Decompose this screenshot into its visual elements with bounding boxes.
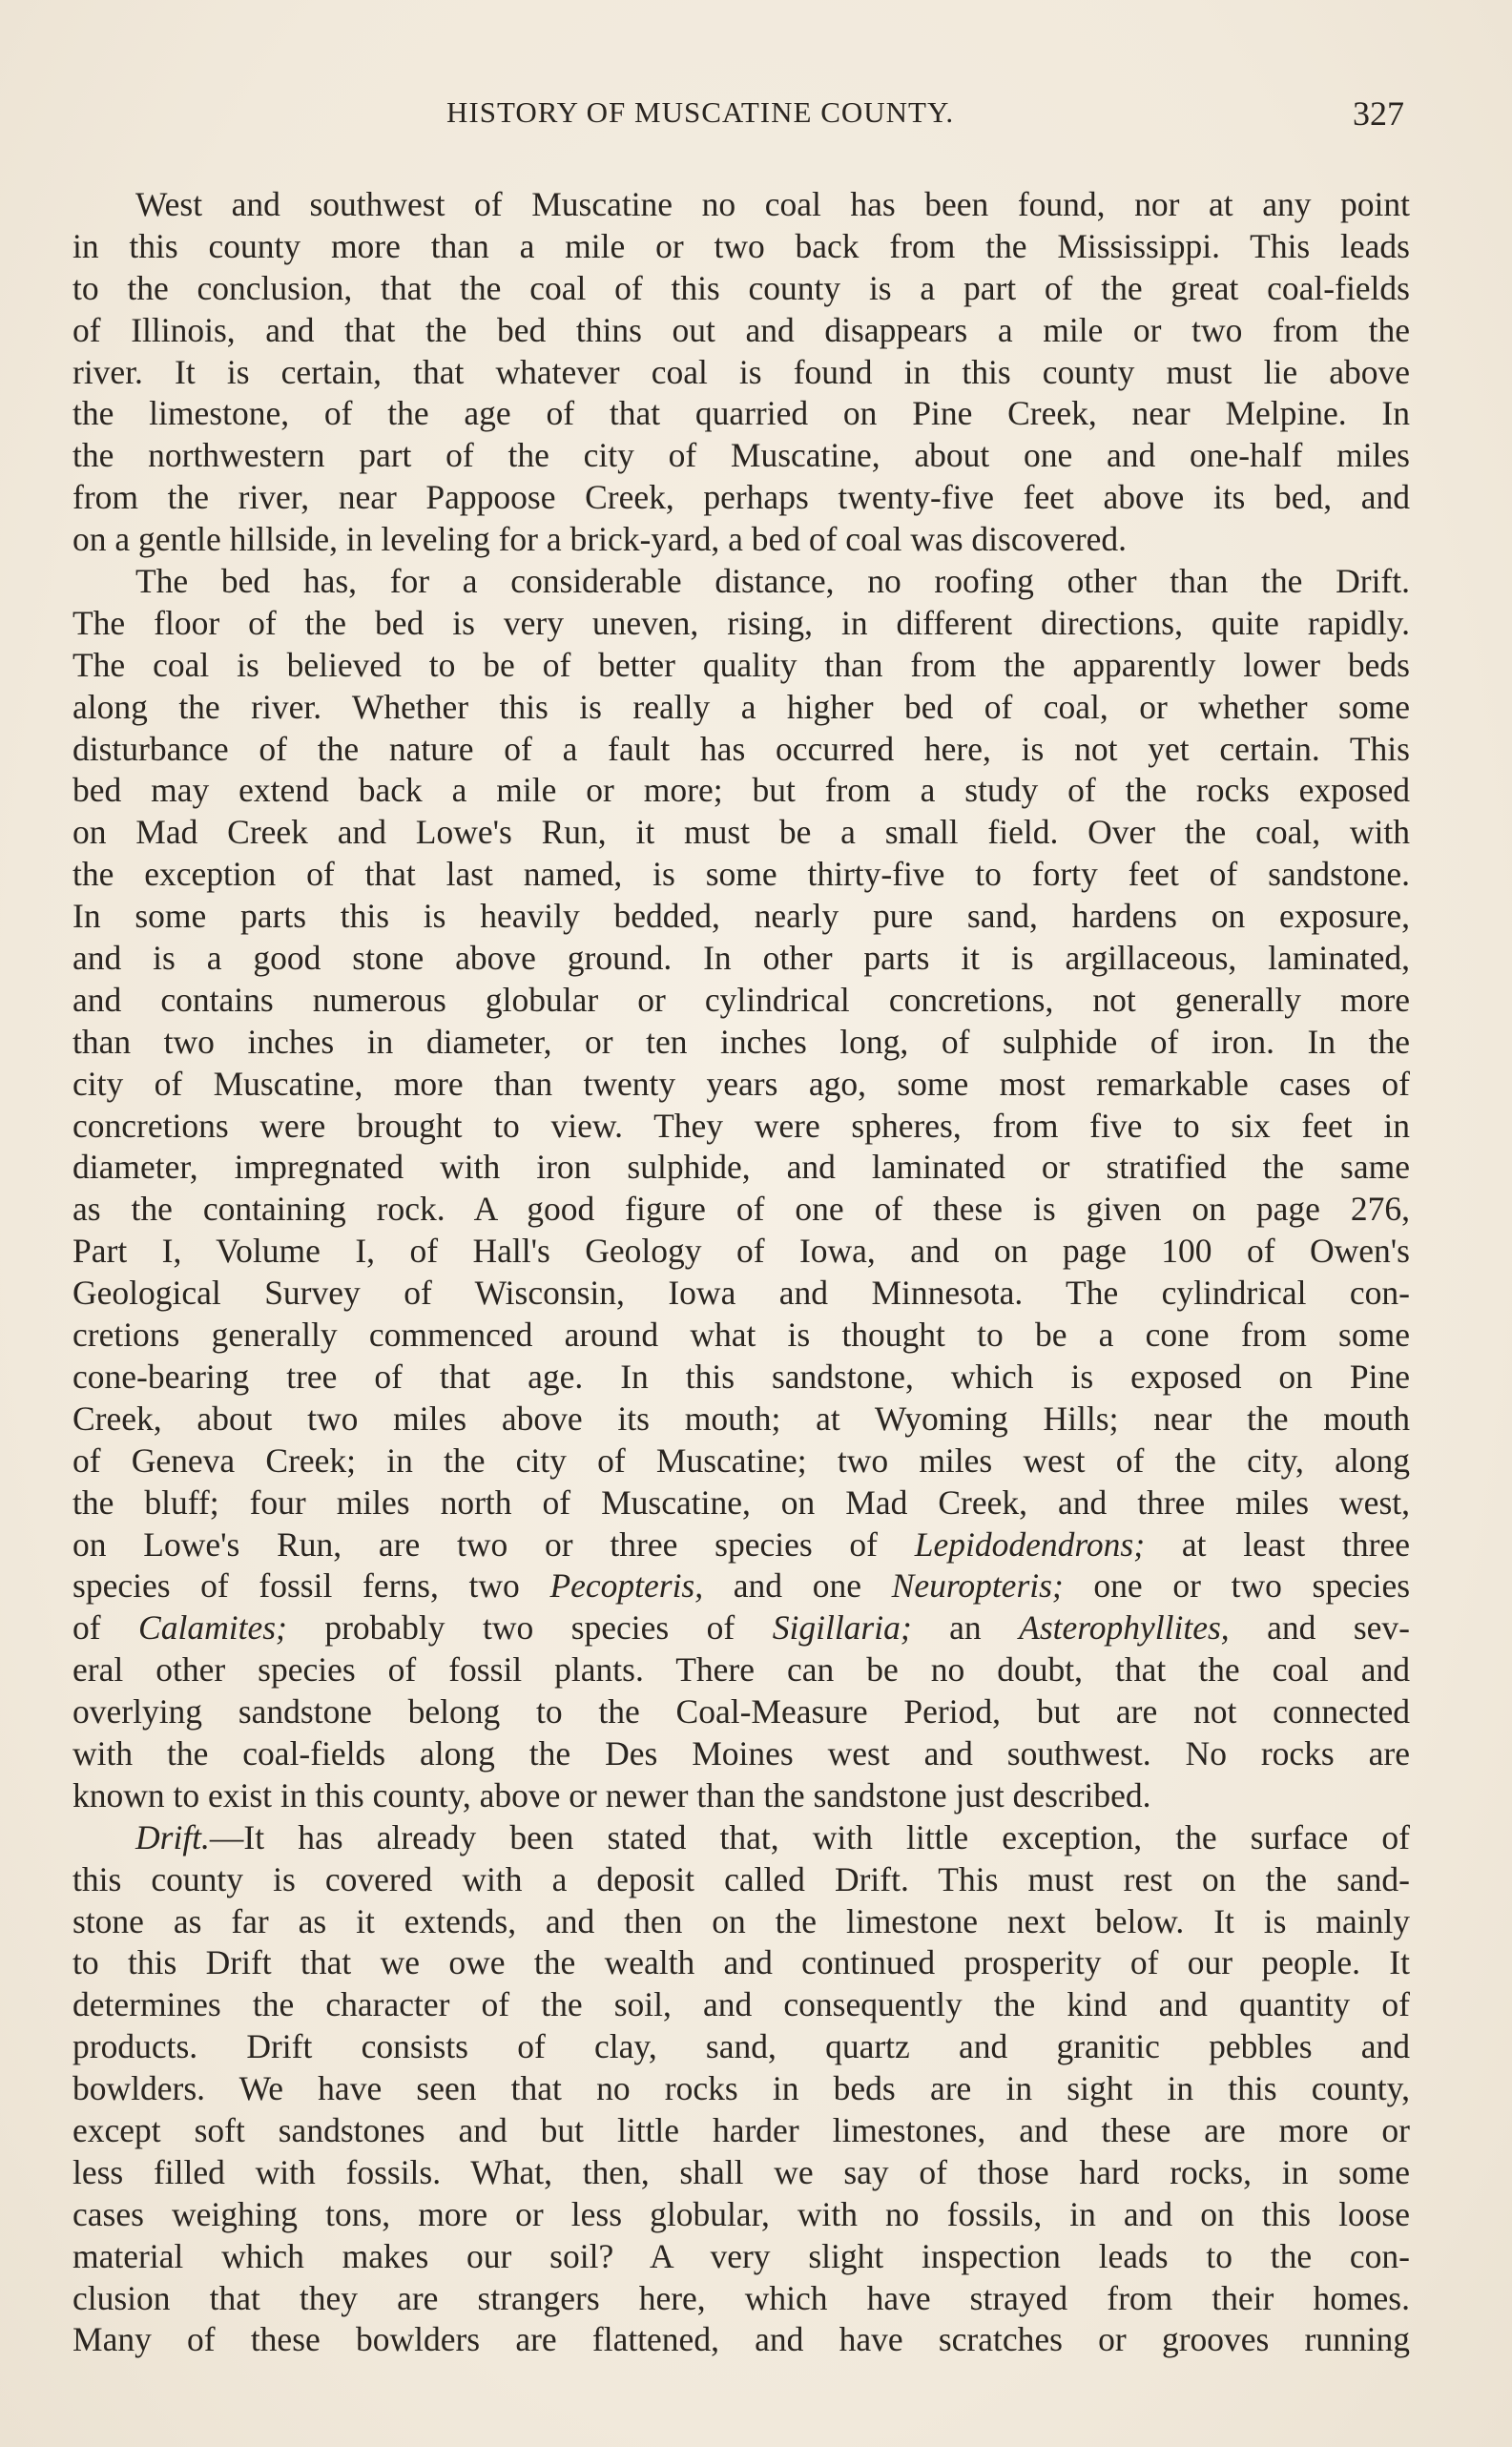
text-line <box>72 1607 1410 1649</box>
text-line: the limestone, of the age of that quarried on Pine Creek, near Melpine. In <box>72 394 1410 433</box>
text-line: of Illinois, and that the bed thins out and disappears a mile or two from the <box>72 310 1410 349</box>
text-line <box>72 1524 1410 1566</box>
text-line: Many of these bowlders are flattened, and have scratches or grooves running <box>72 2320 1410 2359</box>
text-line: diameter, impregnated with iron sulphide, and laminated or stratified the same <box>72 1148 1410 1187</box>
text-line: determines the character of the soil, and consequently the kind and quantity of <box>72 1985 1410 2024</box>
text-line: The floor of the bed is very uneven, rising, in different directions, quite rapidly. <box>72 603 1410 642</box>
text-run: and one <box>703 1566 892 1606</box>
text-line: cone-bearing tree of that age. In this sandstone, which is exposed on Pine <box>72 1357 1410 1396</box>
text-line: the northwestern part of the city of Muscatine, about one and one-half miles <box>72 436 1410 475</box>
text-line: The bed has, for a considerable distance, no roofing other than the Drift. <box>135 562 1410 601</box>
text-line: in this county more than a mile or two back from the Mississippi. This leads <box>72 226 1410 265</box>
text-line: material which makes our soil? A very slight inspection leads to the con- <box>72 2236 1410 2275</box>
text-line: than two inches in diameter, or ten inches long, of sulphide of iron. In the <box>72 1022 1410 1061</box>
text-line: cretions generally commenced around what is thought to be a cone from some <box>72 1316 1410 1355</box>
text-line <box>72 1817 1410 1859</box>
page-number: 327 <box>1353 94 1404 133</box>
text-line: overlying sandstone belong to the Coal-Measure Period, but are not connected <box>72 1692 1410 1732</box>
text-line: Part I, Volume I, of Hall's Geology of Iowa, and on page 100 of Owen's <box>72 1232 1410 1271</box>
text-run: probably two species of <box>286 1608 773 1648</box>
text-line: disturbance of the nature of a fault has occurred here, is not yet certain. This <box>72 729 1410 768</box>
text-line <box>72 1566 1410 1607</box>
text-line: on a gentle hillside, in leveling for a brick-yard, a bed of coal was discovered. <box>72 520 1128 559</box>
italic-term: Asterophyllites, <box>1019 1608 1230 1648</box>
text-line: products. Drift consists of clay, sand, quartz and granitic pebbles and <box>72 2027 1410 2066</box>
text-line: as the containing rock. A good figure of one of these is given on page 276, <box>72 1190 1410 1229</box>
text-line: and is a good stone above ground. In other parts it is argillaceous, laminated, <box>72 939 1410 978</box>
italic-term: Calamites; <box>138 1608 287 1648</box>
running-head <box>0 95 1512 143</box>
text-line: and contains numerous globular or cylindrical concretions, not generally more <box>72 980 1410 1019</box>
text-run: and sev- <box>1229 1608 1411 1648</box>
text-line: to this Drift that we owe the wealth and continued prosperity of our people. It <box>72 1943 1410 1982</box>
text-line: city of Muscatine, more than twenty years ago, some most remarkable cases of <box>72 1064 1410 1103</box>
italic-term: Pecopteris, <box>549 1566 704 1606</box>
italic-term: Neuropteris; <box>891 1566 1064 1606</box>
text-run: of <box>72 1608 139 1648</box>
text-line: The coal is believed to be of better quality than from the apparently lower beds <box>72 645 1410 684</box>
text-line: bed may extend back a mile or more; but from a study of the rocks exposed <box>72 771 1410 810</box>
text-line: along the river. Whether this is really a higher bed of coal, or whether some <box>72 687 1410 726</box>
text-line: this county is covered with a deposit called Drift. This must rest on the sand- <box>72 1859 1410 1898</box>
text-line: Creek, about two miles above its mouth; at Wyoming Hills; near the mouth <box>72 1399 1410 1438</box>
text-line: the bluff; four miles north of Muscatine, on Mad Creek, and three miles west, <box>72 1483 1410 1522</box>
text-line: less filled with fossils. What, then, shall we say of those hard rocks, in some <box>72 2152 1410 2191</box>
text-run: at least three <box>1145 1524 1410 1564</box>
text-run: one or two species <box>1063 1566 1411 1606</box>
text-line: from the river, near Pappoose Creek, perhaps twenty-five feet above its bed, and <box>72 478 1410 517</box>
body-text <box>72 184 1410 2361</box>
text-line: except soft sandstones and but little harder limestones, and these are more or <box>72 2110 1410 2149</box>
text-line: on Mad Creek and Lowe's Run, it must be a small field. Over the coal, with <box>72 813 1410 852</box>
text-run: an <box>911 1608 1020 1648</box>
text-line: river. It is certain, that whatever coal is found in this county must lie above <box>72 352 1410 391</box>
text-line: In some parts this is heavily bedded, nearly pure sand, hardens on exposure, <box>72 897 1410 936</box>
text-line: Geological Survey of Wisconsin, Iowa and Minnesota. The cylindrical con- <box>72 1274 1410 1313</box>
text-line: bowlders. We have seen that no rocks in beds are in sight in this county, <box>72 2069 1410 2108</box>
text-line: West and southwest of Muscatine no coal has been found, nor at any point <box>135 185 1410 223</box>
text-line: to the conclusion, that the coal of this county is a part of the great coal-fields <box>72 268 1410 307</box>
italic-term: Lepidodendrons; <box>914 1524 1146 1564</box>
text-run: species of fossil ferns, two <box>72 1566 550 1606</box>
text-line: of Geneva Creek; in the city of Muscatine; two miles west of the city, along <box>72 1441 1410 1480</box>
text-line: with the coal-fields along the Des Moines west and southwest. No rocks are <box>72 1733 1410 1773</box>
text-run: —It has already been stated that, with little exception, the surface of <box>209 1817 1410 1856</box>
text-line: eral other species of fossil plants. There can be no doubt, that the coal and <box>72 1650 1410 1690</box>
text-line: cases weighing tons, more or less globular, with no fossils, in and on this loose <box>72 2194 1410 2233</box>
text-line: stone as far as it extends, and then on the limestone next below. It is mainly <box>72 1901 1410 1940</box>
text-line: concretions were brought to view. They were spheres, from five to six feet in <box>72 1106 1410 1145</box>
text-run: on Lowe's Run, are two or three species of <box>72 1524 915 1564</box>
running-head-title: HISTORY OF MUSCATINE COUNTY. <box>446 95 955 129</box>
text-line: known to exist in this county, above or newer than the sandstone just described. <box>72 1775 1151 1815</box>
italic-term: Drift. <box>135 1817 210 1856</box>
text-line: clusion that they are strangers here, which have strayed from their homes. <box>72 2278 1410 2317</box>
italic-term: Sigillaria; <box>772 1608 912 1648</box>
text-line: the exception of that last named, is some thirty-five to forty feet of sandstone. <box>72 855 1410 894</box>
